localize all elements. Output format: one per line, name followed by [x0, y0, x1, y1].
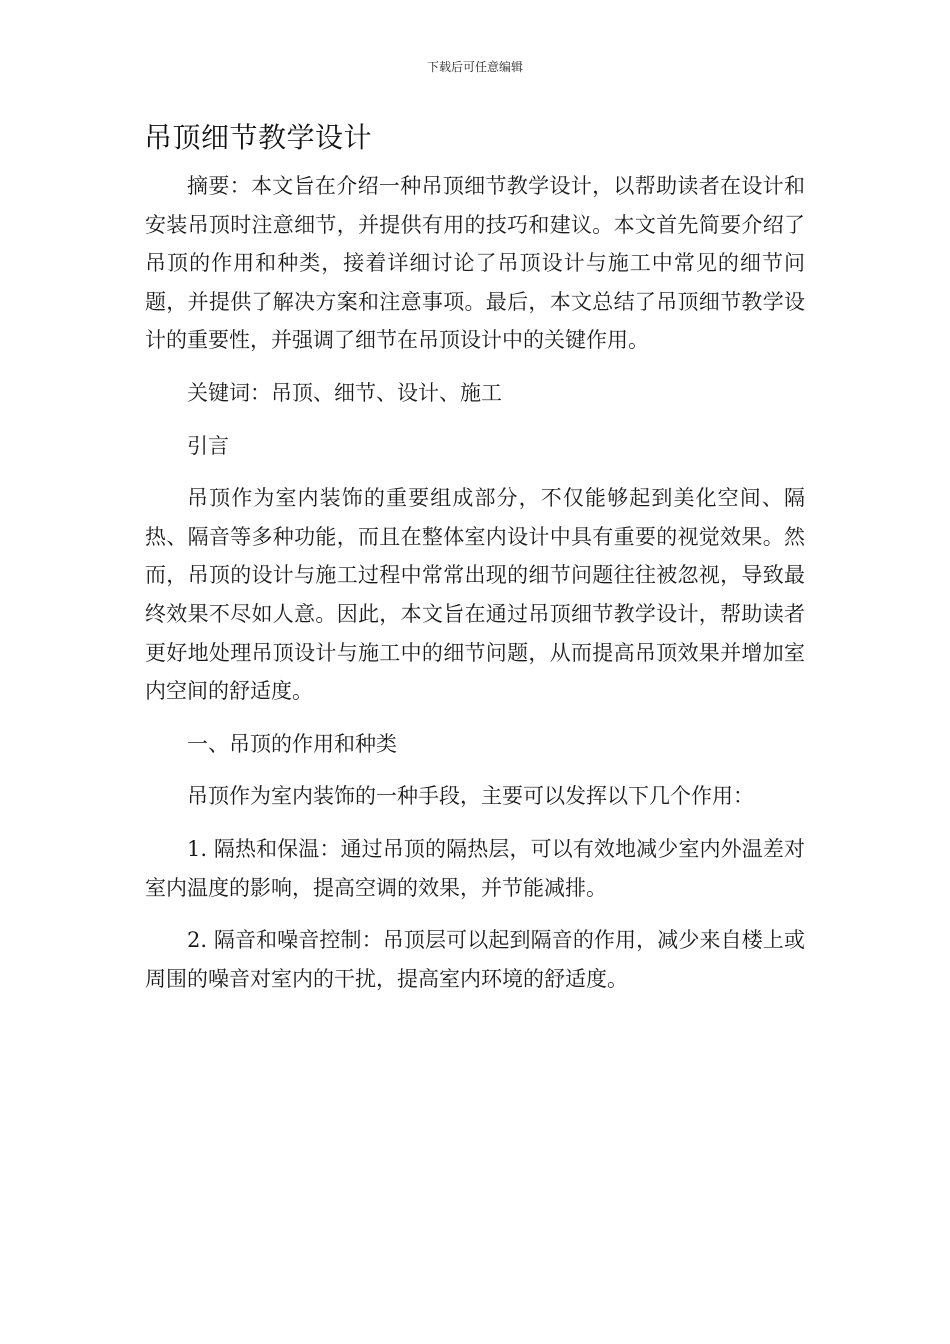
document-title: 吊顶细节教学设计 [144, 121, 373, 154]
section-intro-paragraph: 吊顶作为室内装饰的一种手段，主要可以发挥以下几个作用： [187, 784, 754, 809]
header-note: 下载后可任意编辑 [426, 60, 523, 74]
abstract-paragraph: 摘要：本文旨在介绍一种吊顶细节教学设计，以帮助读者在设计和安装吊顶时注意细节，并提供有用的技巧和建议。本文首先简要介绍了吊顶的作用和种类，接着详细讨论了吊顶设计与施工中常见的细节问题，并提供了解决方案和注意事项。最后，本文总结了吊顶细节教学设计的重要性，并强调了细节在吊顶设计中的关键作用。 [145, 174, 805, 353]
introduction-paragraph: 吊顶作为室内装饰的重要组成部分，不仅能够起到美化空间、隔热、隔音等多种功能，而且在整体室内设计中具有重要的视觉效果。然而，吊顶的设计与施工过程中常常出现的细节问题往往被忽视，导致最终效果不尽如人意。因此，本文旨在通过吊顶细节教学设计，帮助读者更好地处理吊顶设计与施工中的细节问题，从而提高吊顶效果并增加室内空间的舒适度。 [145, 486, 805, 704]
keywords-paragraph: 关键词：吊顶、细节、设计、施工 [187, 380, 502, 405]
introduction-heading: 引言 [187, 433, 229, 458]
document-body [145, 167, 805, 1012]
list-item-1: 1. 隔热和保温：通过吊顶的隔热层，可以有效地减少室内外温差对室内温度的影响，提高空调的效果，并节能减排。 [145, 836, 805, 900]
section-heading: 一、吊顶的作用和种类 [187, 731, 397, 756]
list-item-2: 2. 隔音和噪音控制：吊顶层可以起到隔音的作用，减少来自楼上或周围的噪音对室内的干扰，提高室内环境的舒适度。 [145, 928, 805, 991]
